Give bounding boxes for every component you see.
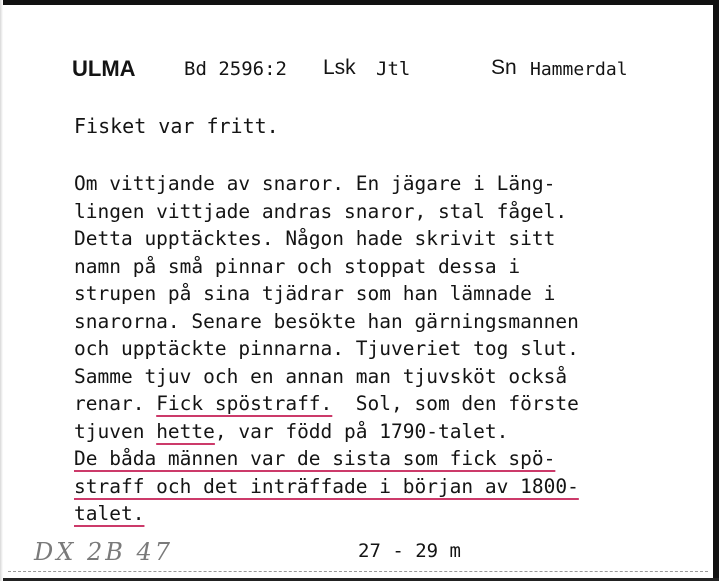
- reference-number: Bd 2596:2: [184, 58, 287, 80]
- body-line: strupen på sina tjädrar som han lämnade i: [74, 282, 556, 305]
- parish-label: Sn: [491, 56, 517, 79]
- parish-value: Hammerdal: [530, 59, 628, 80]
- card-header: [72, 56, 672, 90]
- body-line: [74, 445, 674, 473]
- body-line: [74, 500, 674, 528]
- archive-name: ULMA: [72, 56, 136, 81]
- underlined-line: De båda männen var de sista som fick spö-: [74, 447, 556, 470]
- card-top-edge: [0, 0, 719, 5]
- body-line: namn på små pinnar och stoppat dessa i: [74, 254, 521, 278]
- body-segment: Sol, som den förste: [332, 392, 579, 415]
- body-line: Detta upptäcktes. Någon hade skrivit sitt: [74, 227, 556, 250]
- card-right-edge: [713, 0, 719, 581]
- body-line: [74, 390, 674, 418]
- body-line: [74, 473, 674, 501]
- body-line: Om vittjande av snaror. En jägare i Läng-: [74, 172, 556, 195]
- bottom-divider: [8, 571, 708, 572]
- province-value: Jtl: [376, 58, 411, 80]
- body-segment: renar.: [74, 392, 157, 415]
- body-line: snarorna. Senare besökte han gärningsmannen: [74, 309, 579, 333]
- body-line: och upptäckte pinnarna. Tjuveriet tog slut.: [74, 337, 579, 360]
- card-body: [74, 170, 674, 528]
- underlined-word: hette: [156, 419, 215, 443]
- handwritten-mark: DX 2B 47: [34, 538, 174, 566]
- card-topic: Fisket var fritt.: [74, 114, 279, 138]
- province-label: Lsk: [323, 56, 356, 79]
- underlined-line: straff och det inträffade i början av 1800-: [74, 474, 579, 498]
- body-segment: tjuven: [74, 419, 157, 443]
- body-segment: , var född på 1790-talet.: [214, 419, 509, 443]
- underlined-phrase: Fick spöstraff.: [156, 392, 333, 415]
- page-reference: 27 - 29 m: [358, 540, 461, 562]
- underlined-line: talet.: [74, 502, 145, 525]
- card-left-shadow: [0, 0, 3, 581]
- body-line: Samme tjuv och en annan man tjuvsköt också: [74, 364, 568, 388]
- body-line: [74, 418, 674, 446]
- body-line: lingen vittjade andras snaror, stal fågel.: [74, 199, 568, 223]
